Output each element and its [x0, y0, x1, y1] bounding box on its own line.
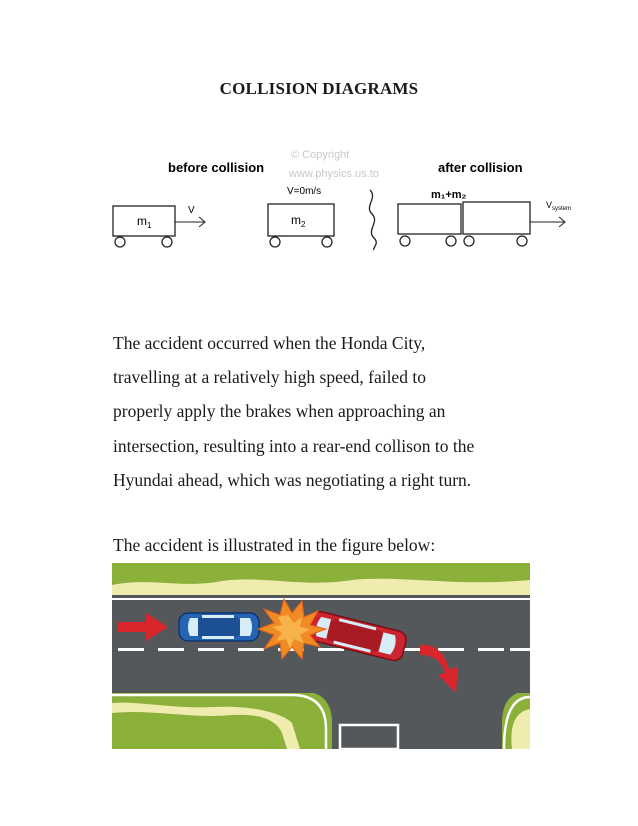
figure-caption: The accident is illustrated in the figure below:: [113, 535, 436, 555]
page-title: COLLISION DIAGRAMS: [219, 79, 419, 98]
mass2-subscript: 2: [301, 220, 306, 229]
before-collision-label: before collision: [168, 160, 265, 175]
velocity-arrow-1: [175, 217, 205, 227]
system-velocity-label: V: [546, 200, 553, 210]
combined-mass-label: m₁+m₂: [431, 189, 467, 201]
cart-m2: [268, 204, 334, 247]
separator-squiggle: [369, 190, 376, 250]
paragraph-line: The accident occurred when the Honda City,: [113, 333, 426, 353]
accident-illustration: [112, 563, 530, 749]
blue-car-icon: [179, 613, 259, 641]
mass2-label: m: [291, 213, 301, 227]
paragraph-line: Hyundai ahead, which was negotiating a right turn.: [113, 469, 472, 490]
watermark-text: © Copyright: [291, 149, 350, 161]
paragraph-line: properly apply the brakes when approaching an: [113, 401, 446, 422]
cart-m1: [113, 206, 175, 247]
side-road: [300, 691, 530, 749]
after-collision-label: after collision: [438, 160, 523, 175]
watermark-text: www.physics.us.to: [289, 168, 379, 180]
svg-text:Vsystem: [546, 200, 571, 212]
mass1-label: m: [137, 214, 147, 228]
velocity2-label: V=0m/s: [287, 186, 322, 197]
system-velocity-subscript: system: [552, 206, 572, 212]
paragraph-line: intersection, resulting into a rear-end collison to the: [113, 435, 475, 456]
collision-diagram: [108, 140, 578, 265]
mass1-subscript: 1: [147, 221, 152, 230]
velocity1-label: V: [188, 205, 195, 216]
system-velocity-arrow: [530, 217, 565, 227]
accident-description: [113, 326, 573, 497]
paragraph-line: travelling at a relatively high speed, failed to: [113, 367, 426, 388]
main-road: [112, 595, 530, 693]
combined-carts: [398, 202, 530, 246]
